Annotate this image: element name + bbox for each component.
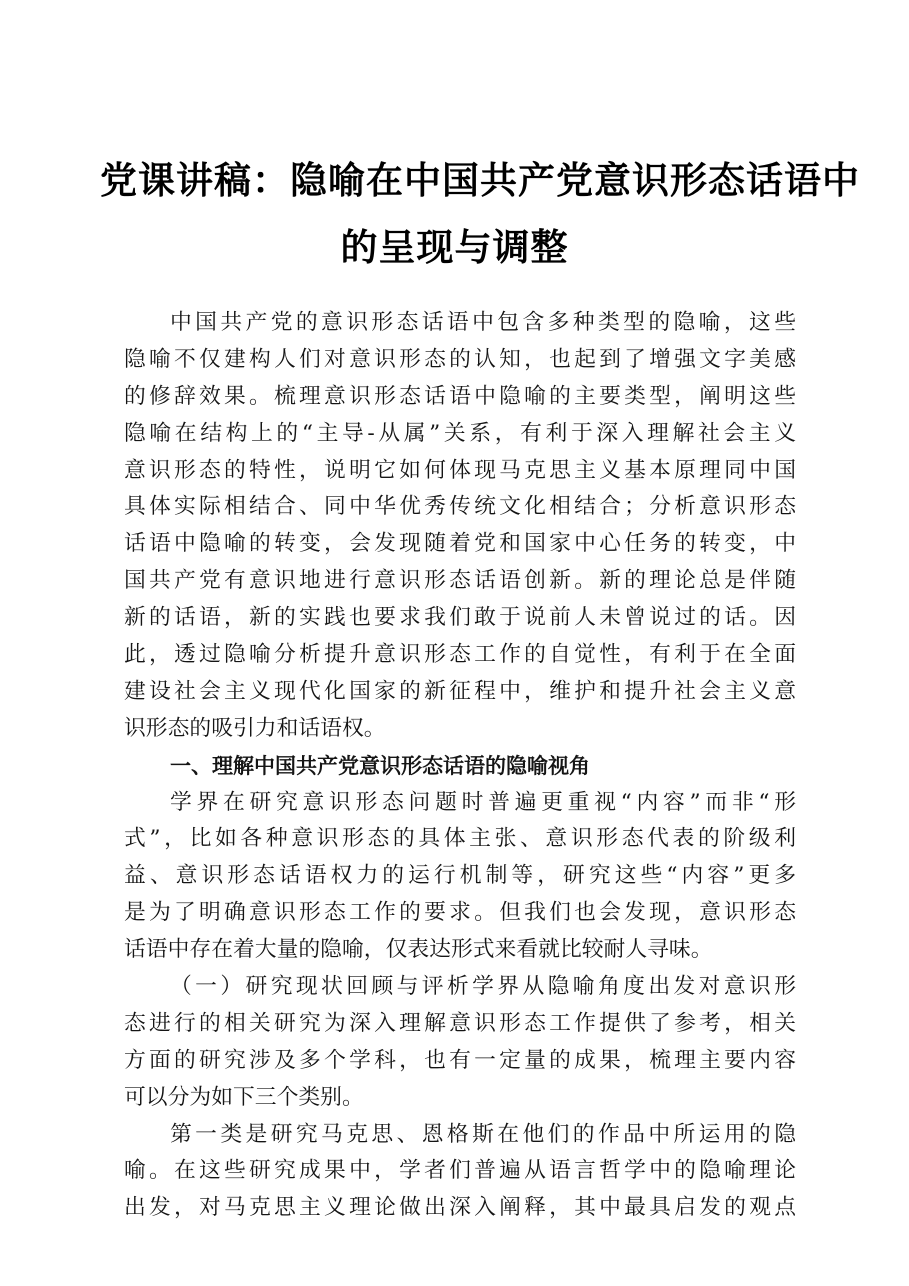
text-line: 式”，比如各种意识形态的具体主张、意识形态代表的阶级利 (124, 826, 796, 852)
text-line: 方面的研究涉及多个学科，也有一定量的成果，梳理主要内容 (124, 1047, 796, 1073)
text-line: 具体实际相结合、同中华优秀传统文化相结合；分析意识形态 (124, 494, 796, 520)
text-line: 建设社会主义现代化国家的新征程中，维护和提升社会主义意 (124, 678, 796, 704)
text-line: 中国共产党的意识形态话语中包含多种类型的隐喻，这些 (170, 310, 796, 335)
text-line: 的修辞效果。梳理意识形态话语中隐喻的主要类型，阐明这些 (124, 383, 796, 409)
text-line: 国共产党有意识地进行意识形态话语创新。新的理论总是伴随 (124, 568, 796, 594)
text-line: 隐喻不仅建构人们对意识形态的认知，也起到了增强文字美感 (124, 346, 796, 372)
text-line: 隐喻在结构上的“主导-从属”关系，有利于深入理解社会主义 (124, 420, 796, 446)
text-line: 益、意识形态话语权力的运行机制等，研究这些“内容”更多 (124, 863, 796, 889)
text-line: 第一类是研究马克思、恩格斯在他们的作品中所运用的隐 (170, 1121, 796, 1147)
text-line: （一）研究现状回顾与评析学界从隐喻角度出发对意识形 (170, 974, 796, 1000)
document-title-line-1: 党课讲稿：隐喻在中国共产党意识形态话语中 (100, 158, 860, 202)
document-body (124, 305, 796, 1227)
text-line: 新的话语，新的实践也要求我们敢于说前人未曾说过的话。因 (124, 605, 796, 631)
text-line: 学界在研究意识形态问题时普遍更重视“内容”而非“形 (170, 789, 796, 815)
text-line: 态进行的相关研究为深入理解意识形态工作提供了参考，相关 (124, 1010, 796, 1036)
text-line: 喻。在这些研究成果中，学者们普遍从语言哲学中的隐喻理论 (124, 1158, 796, 1184)
text-line: 识形态的吸引力和话语权。 (124, 715, 386, 741)
text-line: 可以分为如下三个类别。 (124, 1084, 364, 1110)
text-line: 话语中隐喻的转变，会发现随着党和国家中心任务的转变，中 (124, 531, 796, 557)
text-line: 意识形态的特性，说明它如何体现马克思主义基本原理同中国 (124, 457, 796, 483)
text-line: 是为了明确意识形态工作的要求。但我们也会发现，意识形态 (124, 900, 796, 926)
text-line: 此，透过隐喻分析提升意识形态工作的自觉性，有利于在全面 (124, 642, 796, 668)
document-title-line-2: 的呈现与调整 (340, 225, 569, 269)
text-line: 话语中存在着大量的隐喻，仅表达形式来看就比较耐人寻味。 (124, 937, 713, 963)
text-line: 出发，对马克思主义理论做出深入阐释，其中最具启发的观点 (124, 1195, 796, 1221)
section-heading: 一、理解中国共产党意识形态话语的隐喻视角 (170, 753, 590, 778)
